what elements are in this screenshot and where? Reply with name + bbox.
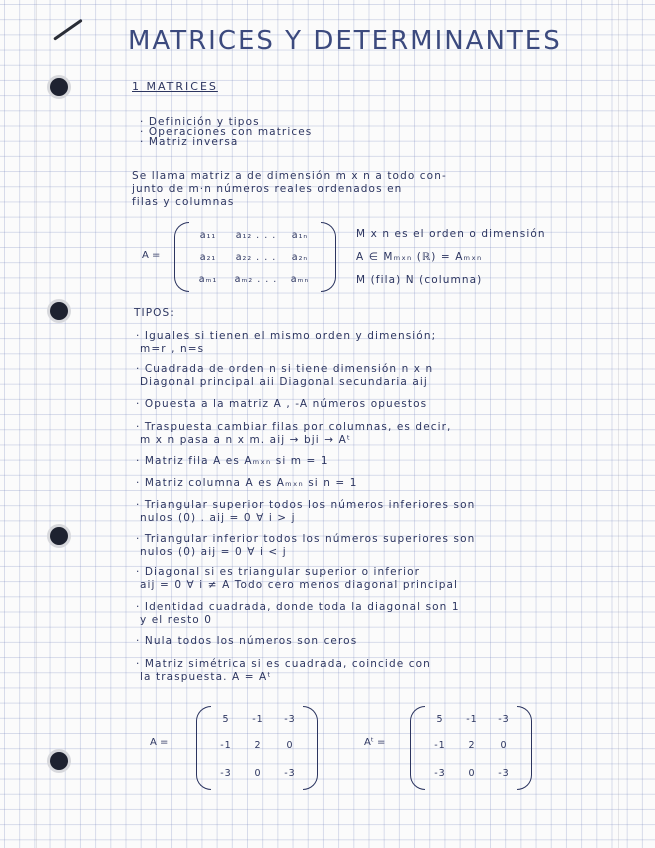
tipo-line: nulos (0) aij = 0 ∀ i < j (140, 546, 287, 558)
matrix-cell: 0 (500, 740, 508, 751)
matrix-note: M (fila) N (columna) (356, 274, 483, 286)
matrix-cell: -3 (498, 714, 510, 725)
matrix-cell: 0 (468, 768, 476, 779)
matrix-note: A ∈ Mₘₓₙ (ℝ) = Aₘₓₙ (356, 251, 483, 263)
example-matrix-a (196, 706, 318, 788)
matrix-cell: a₁ₙ (291, 230, 309, 241)
binder-hole (50, 78, 68, 96)
tipo-line: · Matriz simétrica si es cuadrada, coincide con (136, 658, 431, 670)
right-parenthesis (321, 222, 336, 292)
tipo-line: · Identidad cuadrada, donde toda la diagonal son 1 (136, 601, 460, 613)
left-parenthesis (174, 222, 189, 292)
matrix-cell: a₂₁ (199, 252, 217, 263)
matrix-cell: a₂₂ . . . (235, 252, 277, 263)
tipo-line: Diagonal principal aii Diagonal secundaria aij (140, 376, 428, 388)
binder-hole (50, 527, 68, 545)
matrix-cell: -3 (284, 768, 296, 779)
tipo-line: · Iguales si tienen el mismo orden y dimensión; (136, 330, 437, 342)
matrix-cell: -3 (498, 768, 510, 779)
matrix-cell: aₘ₁ (198, 274, 218, 285)
matrix-label: A = (142, 250, 161, 261)
binder-hole (50, 752, 68, 770)
matrix-cell: a₁₁ (199, 230, 217, 241)
section-heading: 1 MATRICES (132, 80, 218, 93)
matrix-cell: aₘₙ (290, 274, 310, 285)
definition-line: junto de m·n números reales ordenados en (132, 183, 403, 195)
matrix-cell: -1 (466, 714, 478, 725)
contents-item: · Matriz inversa (140, 136, 239, 148)
tipo-line: · Opuesta a la matriz A , -A números opuestos (136, 398, 428, 410)
contents-item: · Definición y tipos (140, 116, 260, 128)
tipo-line: · Traspuesta cambiar filas por columnas, es decir, (136, 421, 452, 433)
matrix-cell: a₂ₙ (291, 252, 309, 263)
example-matrix-at (410, 706, 532, 788)
contents-item: · Operaciones con matrices (140, 126, 313, 138)
tipo-line: nulos (0) . aij = 0 ∀ i > j (140, 512, 296, 524)
page-title: MATRICES Y DETERMINANTES (128, 26, 562, 56)
tipos-heading: TIPOS: (134, 307, 175, 319)
matrix-cell: 5 (436, 714, 444, 725)
tipo-line: · Triangular inferior todos los números superiores son (136, 533, 476, 545)
matrix-cell: -3 (284, 714, 296, 725)
matrix-cell: 0 (286, 740, 294, 751)
tipo-line: · Diagonal si es triangular superior o inferior (136, 566, 421, 578)
tipo-line: · Nula todos los números son ceros (136, 635, 358, 647)
definition-line: Se llama matriz a de dimensión m x n a todo con- (132, 170, 447, 182)
tipo-line: m x n pasa a n x m. aij → bji → Aᵗ (140, 434, 352, 446)
example-a-label: A = (150, 737, 169, 748)
general-matrix (174, 222, 336, 290)
matrix-cell: -1 (220, 740, 232, 751)
definition-line: filas y columnas (132, 196, 235, 208)
matrix-cell: -1 (434, 740, 446, 751)
tipo-line: · Matriz columna A es Aₘₓₙ si n = 1 (136, 477, 358, 489)
binder-hole (50, 302, 68, 320)
tipo-line: aij = 0 ∀ i ≠ A Todo cero menos diagonal principal (140, 579, 459, 591)
tipo-line: m=r , n=s (140, 343, 205, 355)
matrix-cell: 0 (254, 768, 262, 779)
matrix-cell: aₘ₂ . . . (234, 274, 278, 285)
matrix-cell: -3 (434, 768, 446, 779)
matrix-cell: -3 (220, 768, 232, 779)
tipo-line: y el resto 0 (140, 614, 213, 626)
tipo-line: · Matriz fila A es Aₘₓₙ si m = 1 (136, 455, 329, 467)
matrix-cell: 2 (254, 740, 262, 751)
matrix-cell: 2 (468, 740, 476, 751)
tipo-line: · Triangular superior todos los números inferiores son (136, 499, 476, 511)
matrix-cell: 5 (222, 714, 230, 725)
tipo-line: la traspuesta. A = Aᵗ (140, 671, 272, 683)
tipo-line: · Cuadrada de orden n si tiene dimensión n x n (136, 363, 434, 375)
matrix-cell: a₁₂ . . . (235, 230, 277, 241)
example-at-label: Aᵗ = (364, 737, 386, 748)
matrix-cell: -1 (252, 714, 264, 725)
matrix-note: M x n es el orden o dimensión (356, 228, 546, 240)
